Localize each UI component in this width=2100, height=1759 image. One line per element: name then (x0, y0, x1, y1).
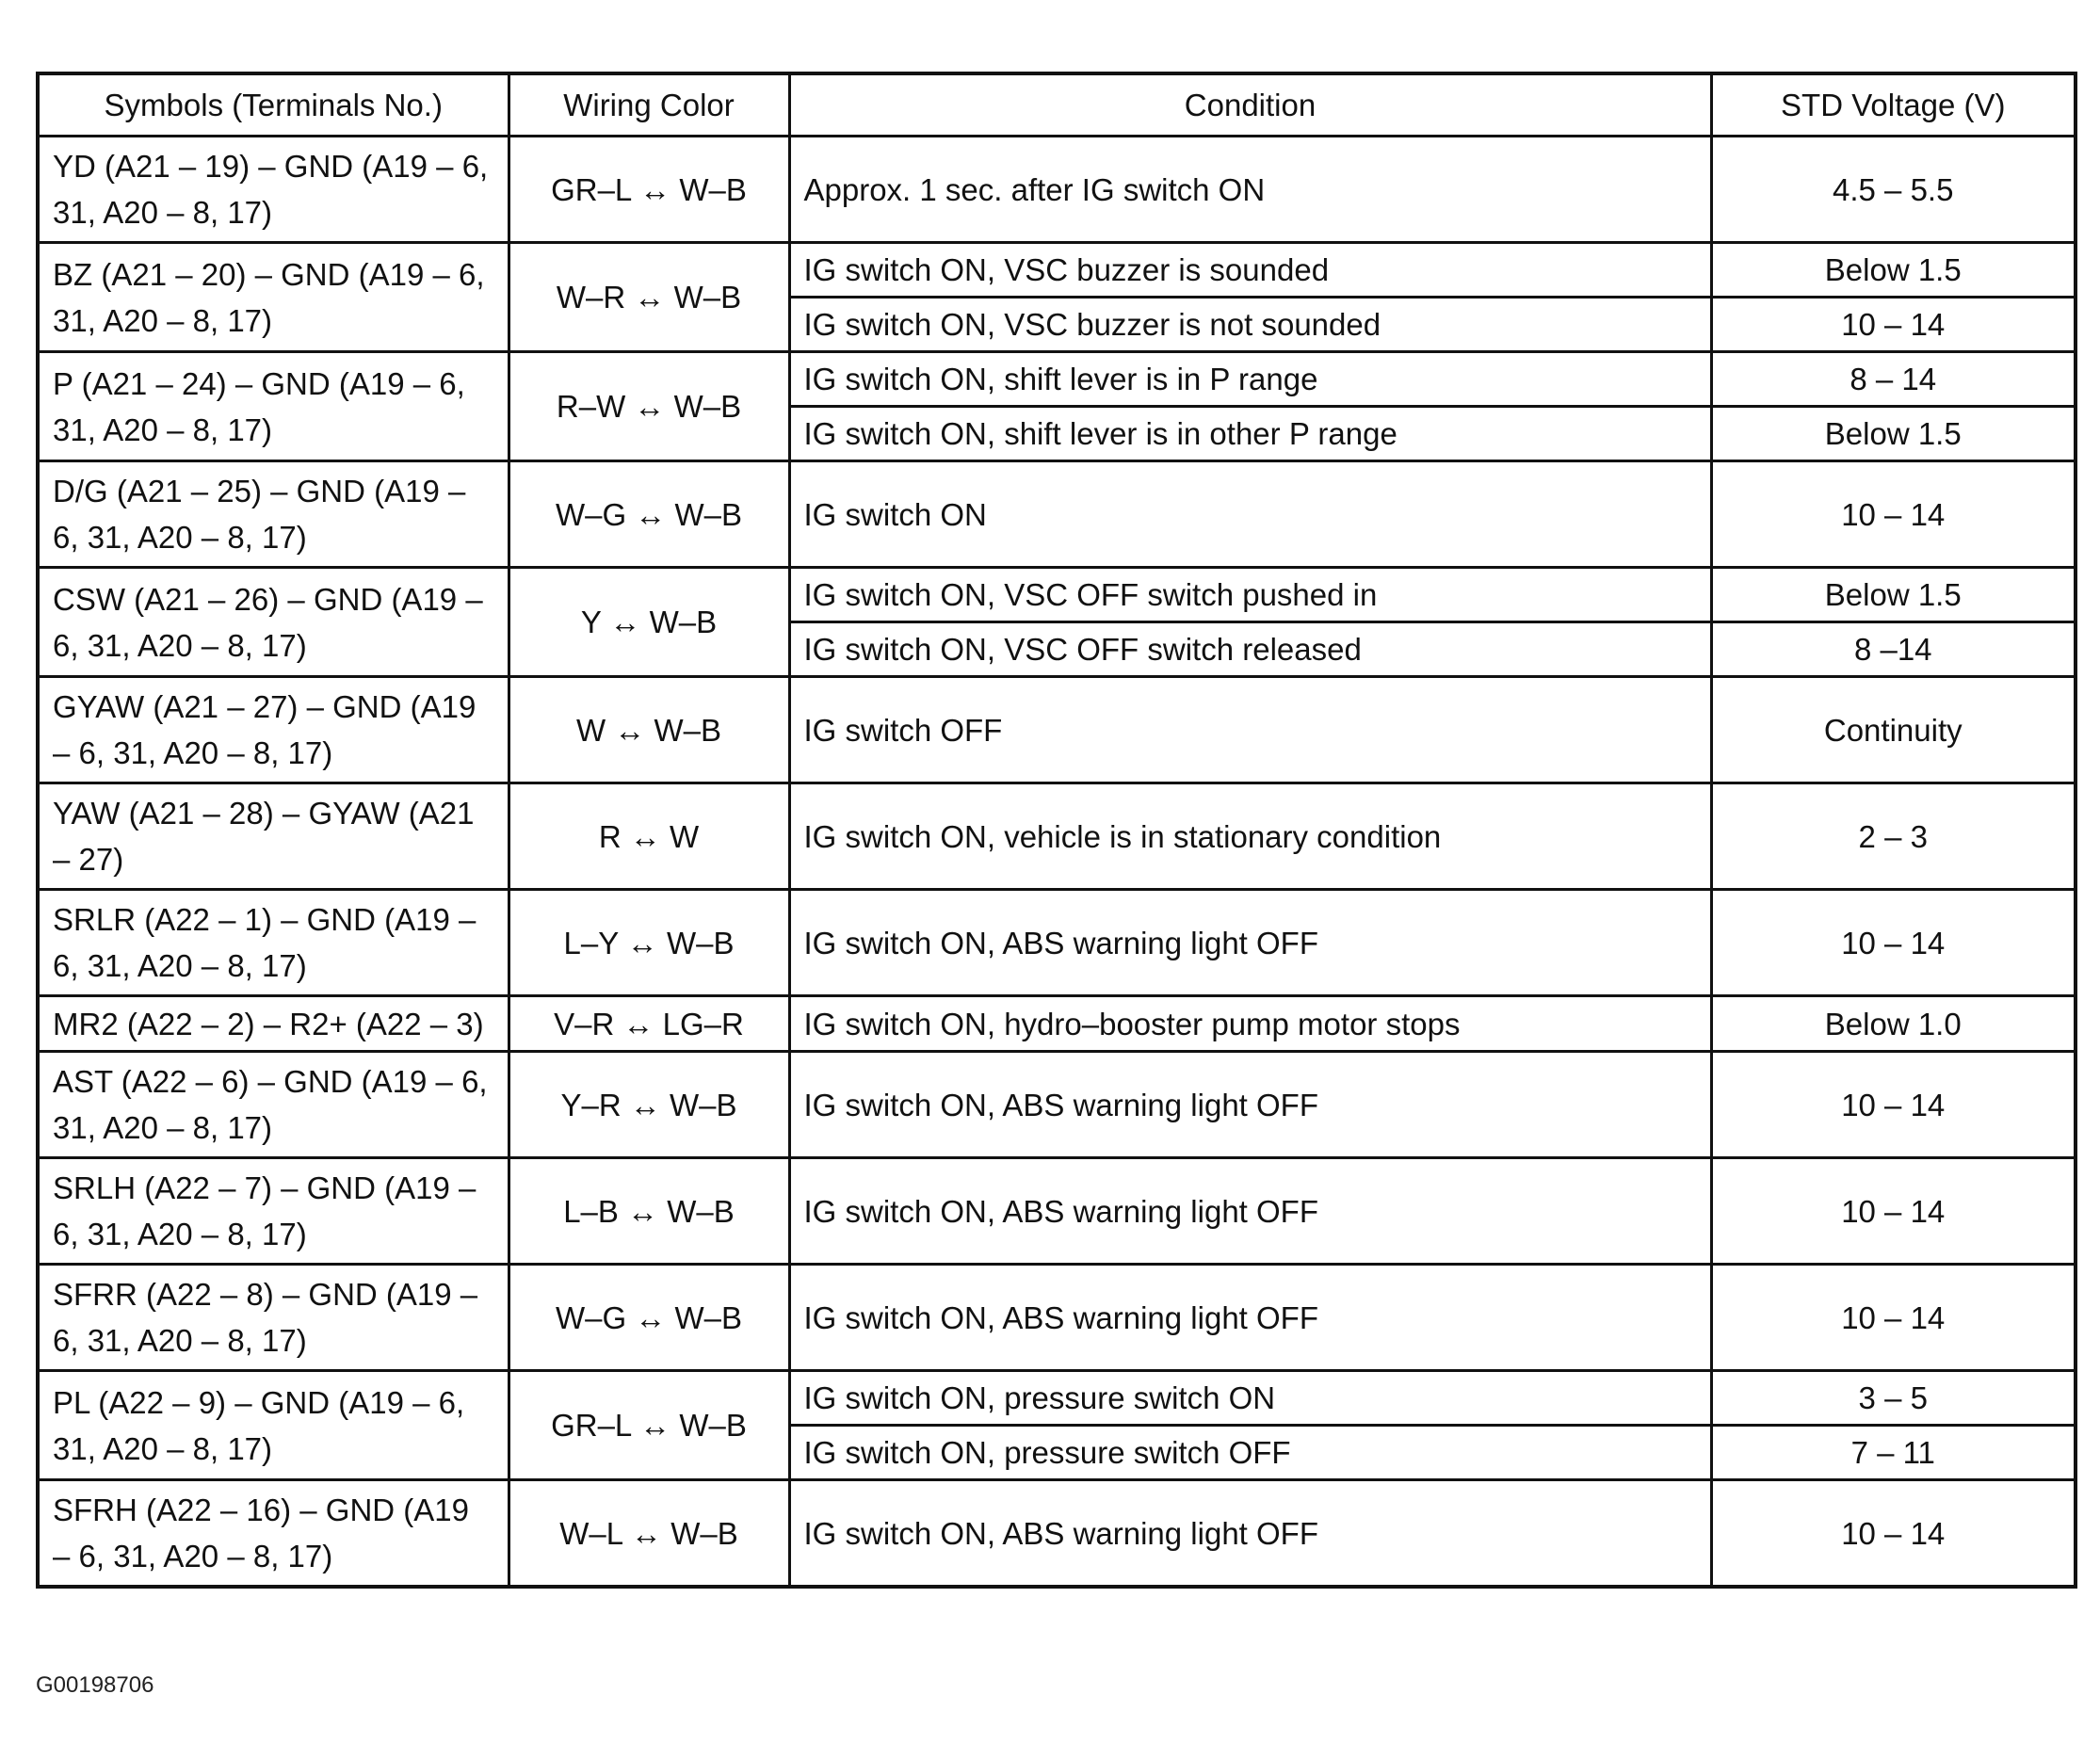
wiring-color: R–W ↔ W–B (509, 352, 789, 461)
header-wiring-color: Wiring Color (509, 73, 789, 137)
std-voltage: Continuity (1711, 677, 2076, 783)
wiring-color: Y–R ↔ W–B (509, 1052, 789, 1158)
wiring-color: L–B ↔ W–B (509, 1158, 789, 1265)
std-voltage: 10 – 14 (1711, 461, 2076, 568)
terminal-symbol: P (A21 – 24) – GND (A19 – 6, 31, A20 – 8, 17) (38, 352, 509, 461)
condition: IG switch ON, pressure switch ON (789, 1371, 1711, 1426)
terminal-voltage-table (36, 72, 2077, 1589)
condition: Approx. 1 sec. after IG switch ON (789, 137, 1711, 243)
std-voltage: 8 – 14 (1711, 352, 2076, 407)
terminal-symbol: D/G (A21 – 25) – GND (A19 – 6, 31, A20 – 8, 17) (38, 461, 509, 568)
terminal-symbol: MR2 (A22 – 2) – R2+ (A22 – 3) (38, 996, 509, 1052)
terminal-symbol: PL (A22 – 9) – GND (A19 – 6, 31, A20 – 8, 17) (38, 1371, 509, 1480)
terminal-symbol: GYAW (A21 – 27) – GND (A19 – 6, 31, A20 – 8, 17) (38, 677, 509, 783)
terminal-symbol: AST (A22 – 6) – GND (A19 – 6, 31, A20 – 8, 17) (38, 1052, 509, 1158)
wiring-color: W ↔ W–B (509, 677, 789, 783)
wiring-color: W–G ↔ W–B (509, 461, 789, 568)
std-voltage: Below 1.5 (1711, 568, 2076, 622)
wiring-color: V–R ↔ LG–R (509, 996, 789, 1052)
terminal-symbol: YD (A21 – 19) – GND (A19 – 6, 31, A20 – 8, 17) (38, 137, 509, 243)
std-voltage: 10 – 14 (1711, 1052, 2076, 1158)
wiring-color: W–R ↔ W–B (509, 243, 789, 352)
std-voltage: 7 – 11 (1711, 1426, 2076, 1480)
wiring-color: W–G ↔ W–B (509, 1265, 789, 1371)
table-row (38, 677, 2076, 783)
document-sheet (36, 72, 2074, 1589)
table-row (38, 890, 2076, 996)
terminal-symbol: YAW (A21 – 28) – GYAW (A21 – 27) (38, 783, 509, 890)
table-row (38, 996, 2076, 1052)
table-row (38, 137, 2076, 243)
condition: IG switch ON, ABS warning light OFF (789, 1265, 1711, 1371)
wiring-color: W–L ↔ W–B (509, 1480, 789, 1588)
condition: IG switch ON, shift lever is in other P range (789, 407, 1711, 461)
condition: IG switch ON, VSC OFF switch released (789, 622, 1711, 677)
table-row (38, 1052, 2076, 1158)
condition: IG switch ON, VSC buzzer is sounded (789, 243, 1711, 298)
wiring-color: Y ↔ W–B (509, 568, 789, 677)
condition: IG switch ON, vehicle is in stationary condition (789, 783, 1711, 890)
condition: IG switch ON, VSC buzzer is not sounded (789, 298, 1711, 352)
table-row (38, 1480, 2076, 1588)
table-row (38, 783, 2076, 890)
terminal-symbol: SFRH (A22 – 16) – GND (A19 – 6, 31, A20 – 8, 17) (38, 1480, 509, 1588)
table-row (38, 1265, 2076, 1371)
table-row (38, 1371, 2076, 1426)
std-voltage: 3 – 5 (1711, 1371, 2076, 1426)
std-voltage: 10 – 14 (1711, 1265, 2076, 1371)
condition: IG switch ON, ABS warning light OFF (789, 1480, 1711, 1588)
header-std-voltage: STD Voltage (V) (1711, 73, 2076, 137)
table-row (38, 1158, 2076, 1265)
terminal-symbol: BZ (A21 – 20) – GND (A19 – 6, 31, A20 – 8, 17) (38, 243, 509, 352)
terminal-symbol: SRLR (A22 – 1) – GND (A19 – 6, 31, A20 – 8, 17) (38, 890, 509, 996)
std-voltage: 10 – 14 (1711, 890, 2076, 996)
std-voltage: 10 – 14 (1711, 1158, 2076, 1265)
wiring-color: L–Y ↔ W–B (509, 890, 789, 996)
std-voltage: 10 – 14 (1711, 298, 2076, 352)
std-voltage: Below 1.0 (1711, 996, 2076, 1052)
condition: IG switch ON, pressure switch OFF (789, 1426, 1711, 1480)
wiring-color: GR–L ↔ W–B (509, 137, 789, 243)
terminal-symbol: SFRR (A22 – 8) – GND (A19 – 6, 31, A20 – 8, 17) (38, 1265, 509, 1371)
wiring-color: GR–L ↔ W–B (509, 1371, 789, 1480)
header-symbols: Symbols (Terminals No.) (38, 73, 509, 137)
condition: IG switch OFF (789, 677, 1711, 783)
wiring-color: R ↔ W (509, 783, 789, 890)
condition: IG switch ON, shift lever is in P range (789, 352, 1711, 407)
std-voltage: 4.5 – 5.5 (1711, 137, 2076, 243)
terminal-symbol: SRLH (A22 – 7) – GND (A19 – 6, 31, A20 – 8, 17) (38, 1158, 509, 1265)
condition: IG switch ON, ABS warning light OFF (789, 1052, 1711, 1158)
std-voltage: Below 1.5 (1711, 407, 2076, 461)
table-header-row (38, 73, 2076, 137)
std-voltage: Below 1.5 (1711, 243, 2076, 298)
table-row (38, 461, 2076, 568)
std-voltage: 2 – 3 (1711, 783, 2076, 890)
header-condition: Condition (789, 73, 1711, 137)
condition: IG switch ON, ABS warning light OFF (789, 890, 1711, 996)
figure-code: G00198706 (36, 1672, 154, 1698)
table-row (38, 568, 2076, 622)
condition: IG switch ON, hydro–booster pump motor stops (789, 996, 1711, 1052)
table-row (38, 243, 2076, 298)
std-voltage: 10 – 14 (1711, 1480, 2076, 1588)
condition: IG switch ON (789, 461, 1711, 568)
condition: IG switch ON, ABS warning light OFF (789, 1158, 1711, 1265)
std-voltage: 8 –14 (1711, 622, 2076, 677)
table-row (38, 352, 2076, 407)
terminal-symbol: CSW (A21 – 26) – GND (A19 – 6, 31, A20 – 8, 17) (38, 568, 509, 677)
condition: IG switch ON, VSC OFF switch pushed in (789, 568, 1711, 622)
